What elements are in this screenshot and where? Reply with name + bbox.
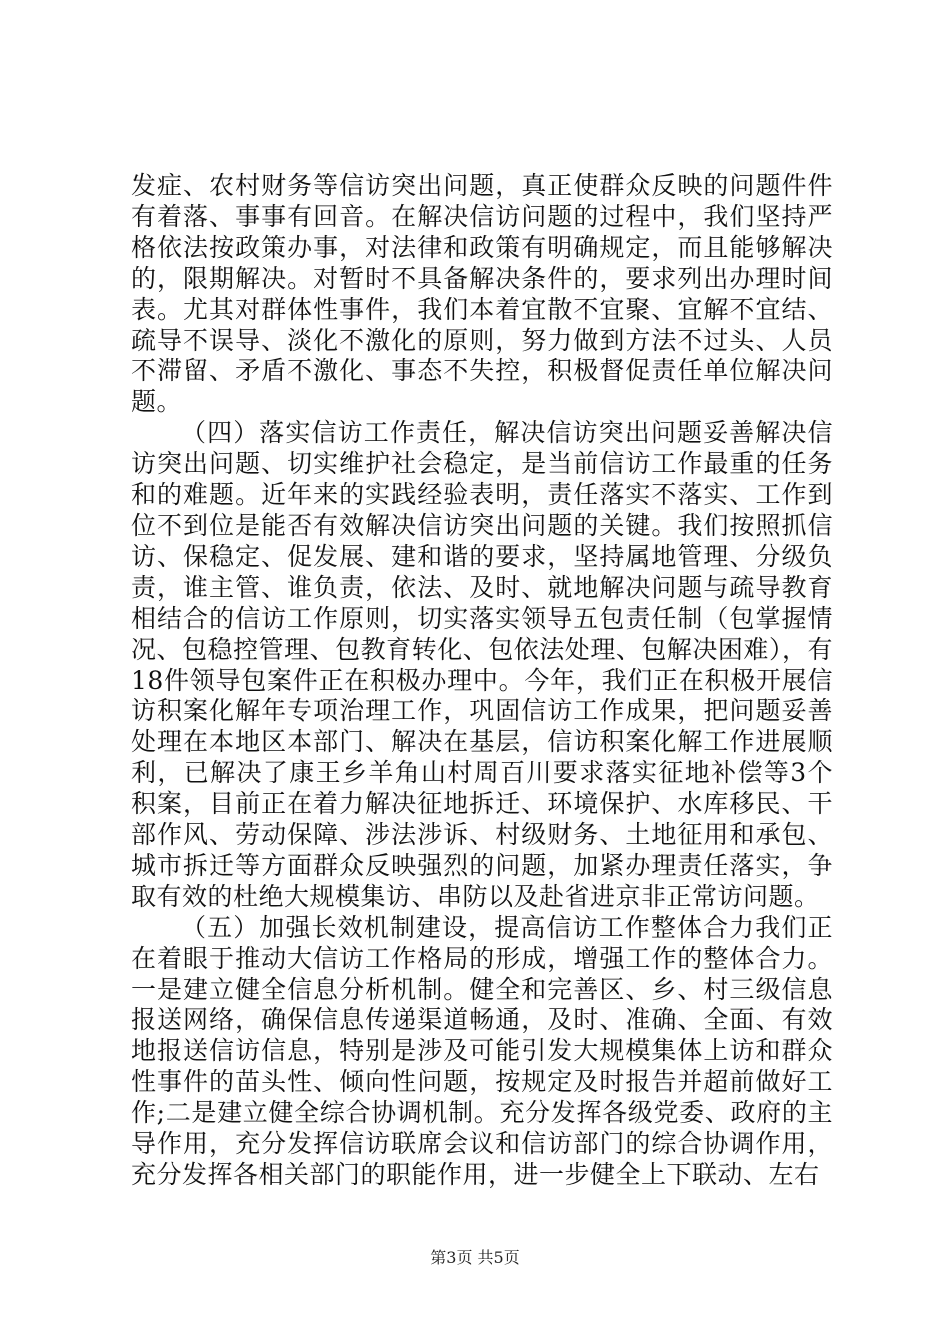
paragraph-section-five: （五）加强长效机制建设，提高信访工作整体合力我们正在着眼于推动大信访工作格局的形成，增强工作的整体合力。一是建立健全信息分析机制。健全和完善区、乡、村三级信息报送网络，确保信息传递渠道畅通，及时、准确、全面、有效地报送信访信息，特别是涉及可能引发大规模集体上访和群众性事件的苗头性、倾向性问题，按规定及时报告并超前做好工作;二是建立健全综合协调机制。充分发挥各级党委、政府的主导作用，充分发挥信访联席会议和信访部门的综合协调作用，充分发挥各相关部门的职能作用，进一步健全上下联动、左右: [131, 912, 833, 1189]
page-number-footer: 第3页 共5页: [430, 1248, 520, 1267]
document-body: [131, 171, 833, 1191]
paragraph-section-four: （四）落实信访工作责任，解决信访突出问题妥善解决信访突出问题、切实维护社会稳定，是当前信访工作最重的任务和的难题。近年来的实践经验表明，责任落实不落实、工作到位不到位是能否有效解决信访突出问题的关键。我们按照抓信访、保稳定、促发展、建和谐的要求，坚持属地管理、分级负责，谁主管、谁负责，依法、及时、就地解决问题与疏导教育相结合的信访工作原则，切实落实领导五包责任制（包掌握情况、包稳控管理、包教育转化、包依法处理、包解决困难），有18件领导包案件正在积极办理中。今年，我们正在积极开展信访积案化解年专项治理工作，巩固信访工作成果，把问题妥善处理在本地区本部门、解决在基层，信访积案化解工作进展顺利，已解决了康王乡羊角山村周百川要求落实征地补偿等3个积案，目前正在着力解决征地拆迁、环境保护、水库移民、干部作风、劳动保障、涉法涉诉、村级财务、土地征用和承包、城市拆迁等方面群众反映强烈的问题，加紧办理责任落实，争取有效的杜绝大规模集访、串防以及赴省进京非正常访问题。: [131, 418, 833, 911]
paragraph-continuation: 发症、农村财务等信访突出问题，真正使群众反映的问题件件有着落、事事有回音。在解决信访问题的过程中，我们坚持严格依法按政策办事，对法律和政策有明确规定，而且能够解决的，限期解决。对暂时不具备解决条件的，要求列出办理时间表。尤其对群体性事件，我们本着宜散不宜聚、宜解不宜结、疏导不误导、淡化不激化的原则，努力做到方法不过头、人员不滞留、矛盾不激化、事态不失控，积极督促责任单位解决问题。: [131, 171, 833, 417]
